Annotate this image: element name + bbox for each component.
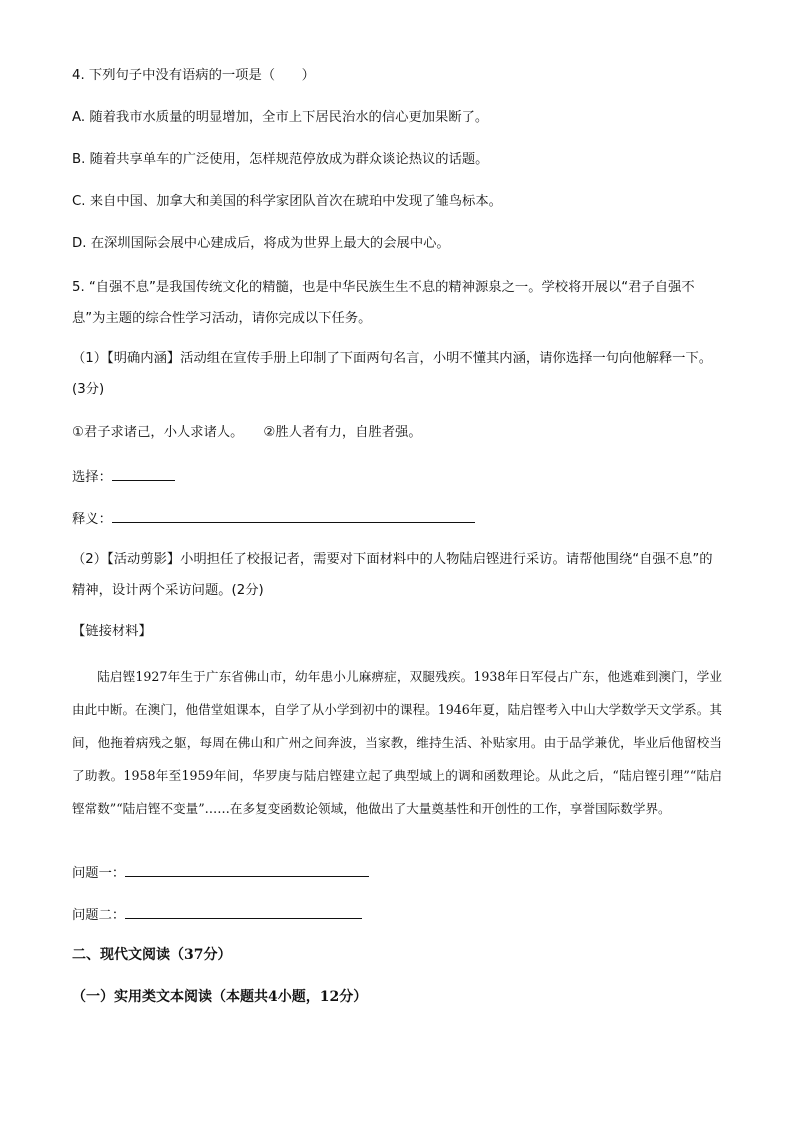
choose-row [72, 466, 175, 488]
question2-label: 问题二： [72, 908, 126, 923]
question2-answer-blank[interactable] [125, 904, 362, 919]
choose-answer-blank[interactable] [112, 466, 175, 481]
section2-title: 二、现代文阅读（37分） [72, 947, 232, 963]
q5-intro: 5. “自强不息”是我国传统文化的精髓，也是中华民族生生不息的精神源泉之一。学校将开展以“君子自强不息”为主题的综合性学习活动，请你完成以下任务。 [72, 280, 695, 326]
material-body: 陆启铿1927年生于广东省佛山市，幼年患小儿麻痹症，双腿残疾。1938年日军侵占广东，他逃难到澳门，学业由此中断。在澳门，他借堂姐课本，自学了从小学到初中的课程。1946年夏，陆启铿考入中山大学数学天文学系。其间，他拖着病残之躯，每周在佛山和广州之间奔波，当家教，维持生活、补贴家用。由于品学兼优，毕业后他留校当了助教。1958年至1959年间，华罗庚与陆启铿建立起了典型域上的调和函数理论。从此之后，“陆启铿引理”“陆启铿常数”“陆启铿不变量”……在多复变函数论领域，他做出了大量奠基性和开创性的工作，享誉国际数学界。 [72, 669, 722, 816]
q4-option-d: D. 在深圳国际会展中心建成后，将成为世界上最大的会展中心。 [72, 236, 450, 251]
q4-stem: 4. 下列句子中没有语病的一项是（ ） [72, 68, 315, 83]
explain-row [72, 508, 475, 530]
question1-answer-blank[interactable] [125, 862, 369, 877]
material-title: 【链接材料】 [72, 624, 152, 639]
question1-label: 问题一： [72, 866, 126, 881]
q5-part1-text: （1）【明确内涵】活动组在宣传手册上印制了下面两句名言，小明不懂其内涵，请你选择一句向他解释一下。(3分) [72, 351, 713, 397]
q4-option-c: C. 来自中国、加拿大和美国的科学家团队首次在琥珀中发现了雏鸟标本。 [72, 194, 502, 209]
question1-row [72, 862, 369, 884]
question2-row [72, 904, 362, 926]
choose-label: 选择： [72, 470, 112, 485]
explain-label: 释义： [72, 512, 112, 527]
q5-part1-quotes: ①君子求诸己，小人求诸人。 ②胜人者有力，自胜者强。 [72, 425, 422, 440]
section2-subtitle: （一）实用类文本阅读（本题共4小题，12分） [72, 989, 368, 1005]
explain-answer-blank[interactable] [112, 508, 475, 523]
q4-option-b: B. 随着共享单车的广泛使用，怎样规范停放成为群众谈论热议的话题。 [72, 152, 489, 167]
q4-option-a: A. 随着我市水质量的明显增加，全市上下居民治水的信心更加果断了。 [72, 110, 489, 125]
q5-part2-text: （2）【活动剪影】小明担任了校报记者，需要对下面材料中的人物陆启铿进行采访。请帮他围绕“自强不息”的精神，设计两个采访问题。(2分) [72, 552, 713, 598]
